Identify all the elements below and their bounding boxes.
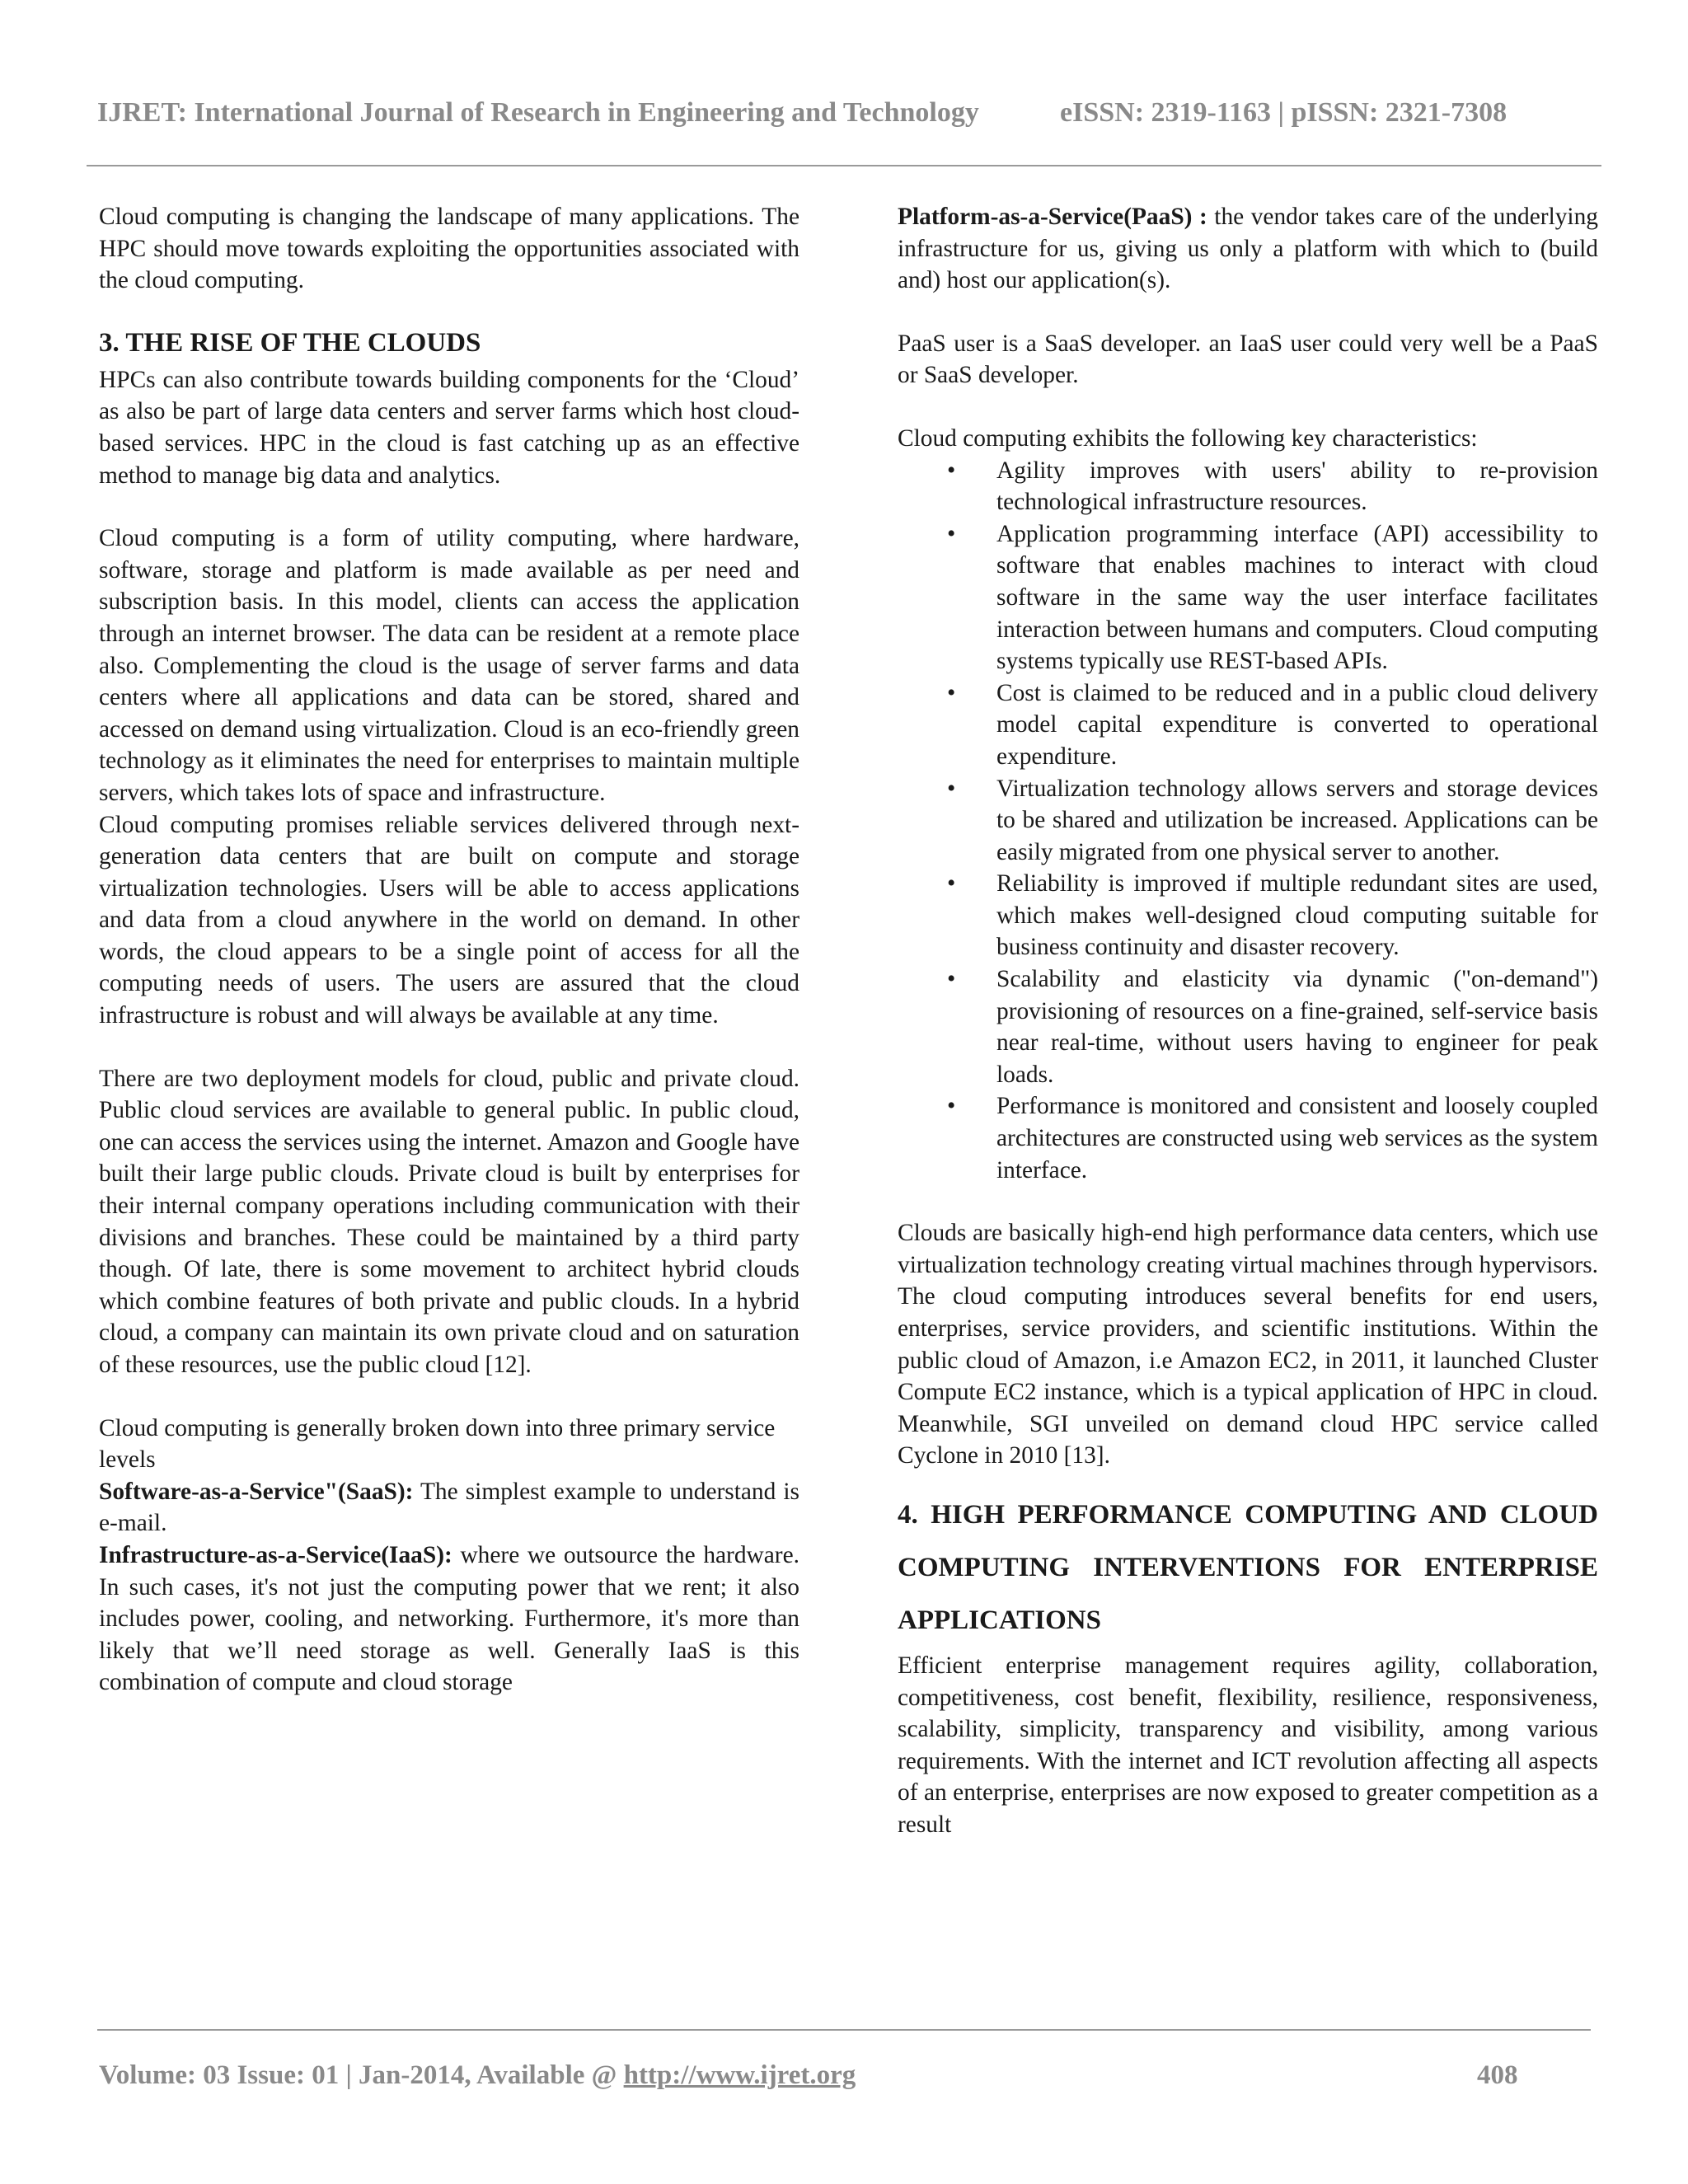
list-item: • Cost is claimed to be reduced and in a public cloud delivery model capital expenditure is converted to operational expenditure. <box>996 677 1598 773</box>
service-levels-paragraph: Cloud computing is generally broken down into three primary service levels <box>99 1414 776 1474</box>
left-column <box>99 201 799 1699</box>
right-column <box>898 201 1598 1841</box>
hpc-paragraph: HPCs can also contribute towards building components for the ‘Cloud’ as also be part of large data centers and server farms which host cloud-based services. HPC in the cloud is fast catching up as an effective method to manage big data and analytics. <box>99 366 799 489</box>
journal-url-link[interactable]: http://www.ijret.org <box>623 2060 856 2090</box>
running-header <box>97 97 1589 129</box>
paas-user-paragraph: PaaS user is a SaaS developer. an IaaS user could very well be a PaaS or SaaS developer. <box>898 330 1598 389</box>
paas-term: Platform-as-a-Service(PaaS) : <box>898 204 1207 230</box>
list-item: • Scalability and elasticity via dynamic ("on-demand") provisioning of resources on a fine-grained, self-service basis near real-time, without users having to engineer for peak loads. <box>996 963 1598 1090</box>
header-rule <box>87 165 1601 166</box>
list-item: • Reliability is improved if multiple redundant sites are used, which makes well-designed cloud computing suitable for business continuity and disaster recovery. <box>996 868 1598 963</box>
volume-info: Volume: 03 Issue: 01 | Jan-2014, Available @ <box>99 2060 624 2090</box>
iaas-term: Infrastructure-as-a-Service(IaaS): <box>99 1541 452 1568</box>
saas-term: Software-as-a-Service"(SaaS): <box>99 1478 414 1505</box>
deployment-models-paragraph: There are two deployment models for cloud, public and private cloud. Public cloud services are available to general public. In public cloud, one can access the services using the internet. Amazon and Google have built their large public clouds. Private cloud is built by enterprises for their internal company operations including communication with their divisions and branches. These could be maintained by a third party though. Of late, there is some movement to architect hybrid clouds which combine features of both private and public clouds. In a hybrid cloud, a company can maintain its own private cloud and on saturation of these resources, use the public cloud [12]. <box>99 1065 799 1378</box>
running-footer <box>99 2060 1591 2091</box>
journal-title: IJRET: International Journal of Research in Engineering and Technology <box>97 97 979 128</box>
section-3-heading: 3. THE RISE OF THE CLOUDS <box>99 327 481 358</box>
list-item: • Performance is monitored and consistent and loosely coupled architectures are constructed using web services as the system interface. <box>996 1090 1598 1186</box>
iaas-definition: where we outsource the hardware. In such cases, it's not just the computing power that we rent; it also includes power, cooling, and networking. Furthermore, it's more than likely that we’ll need storage as well. Generally IaaS is this combination of compute and cloud storage <box>99 1541 799 1696</box>
section-4-heading: 4. HIGH PERFORMANCE COMPUTING AND CLOUD COMPUTING INTERVENTIONS FOR ENTERPRISE APPLICATIONS <box>898 1499 1598 1635</box>
characteristics-list <box>898 455 1598 1187</box>
characteristics-intro: Cloud computing exhibits the following key characteristics: <box>898 424 1478 452</box>
saas-definition: The simplest example to understand is e-mail. <box>99 1478 799 1537</box>
list-item: • Application programming interface (API) accessibility to software that enables machines to interact with cloud software in the same way the user interface facilitates interaction between humans and computers. Cloud computing systems typically use REST-based APIs. <box>996 518 1598 677</box>
saas-paragraph <box>99 1476 799 1540</box>
paas-paragraph <box>898 201 1598 297</box>
clouds-paragraph: Clouds are basically high-end high performance data centers, which use virtualization technology creating virtual machines through hypervisors. The cloud computing introduces several benefits for end users, enterprises, service providers, and scientific institutions. Within the public cloud of Amazon, i.e Amazon EC2, in 2011, it launched Cluster Compute EC2 instance, which is a typical application of HPC in cloud. Meanwhile, SGI unveiled on demand cloud HPC service called Cyclone in 2010 [13]. <box>898 1220 1598 1469</box>
intro-paragraph: Cloud computing is changing the landscape of many applications. The HPC should move towards exploiting the opportunities associated with the cloud computing. <box>99 204 799 294</box>
issn-numbers: eISSN: 2319-1163 | pISSN: 2321-7308 <box>1060 97 1507 128</box>
footer-rule <box>97 2029 1591 2031</box>
cloud-promises-paragraph: Cloud computing promises reliable services delivered through next-generation data centers that are built on compute and storage virtualization technologies. Users will be able to access applications and data from a cloud anywhere in the world on demand. In other words, the cloud appears to be a single point of access for all the computing needs of users. The users are assured that the cloud infrastructure is robust and will always be available at any time. <box>99 811 799 1029</box>
paas-definition: the vendor takes care of the underlying infrastructure for us, giving us only a platform with which to (build and) host our application(s). <box>898 204 1598 294</box>
iaas-paragraph <box>99 1540 799 1699</box>
list-item: • Virtualization technology allows servers and storage devices to be shared and utilization be increased. Applications can be easily migrated from one physical server to another. <box>996 773 1598 869</box>
page-number: 408 <box>1477 2060 1518 2090</box>
list-item: • Agility improves with users' ability to re-provision technological infrastructure resources. <box>996 455 1598 518</box>
utility-computing-paragraph: Cloud computing is a form of utility computing, where hardware, software, storage and platform is made available as per need and subscription basis. In this model, clients can access the application through an internet browser. The data can be resident at a remote place also. Complementing the cloud is the usage of server farms and data centers where all applications and data can be stored, shared and accessed on demand using virtualization. Cloud is an eco-friendly green technology as it eliminates the need for enterprises to maintain multiple servers, which takes lots of space and infrastructure. <box>99 525 799 806</box>
enterprise-paragraph: Efficient enterprise management requires agility, collaboration, competitiveness, cost benefit, flexibility, resilience, responsiveness, scalability, simplicity, transparency and visibility, among various requirements. With the internet and ICT revolution affecting all aspects of an enterprise, enterprises are now exposed to greater competition as a result <box>898 1652 1598 1838</box>
